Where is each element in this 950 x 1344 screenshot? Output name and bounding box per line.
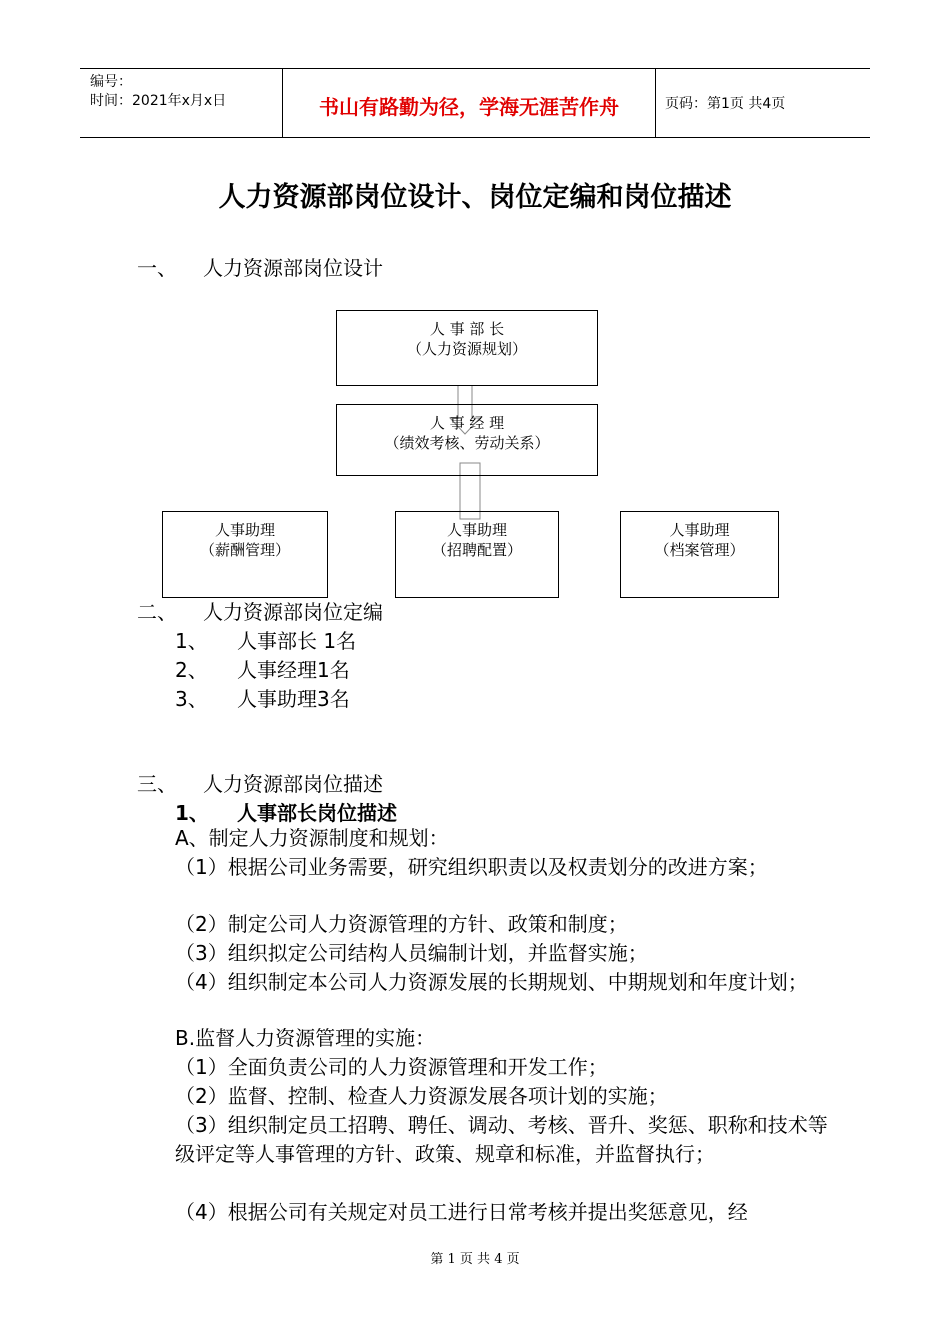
org-box-role: （档案管理）	[654, 541, 745, 559]
list-item-text: 人事助理3名	[237, 687, 350, 711]
list-item	[175, 625, 356, 654]
list-item	[175, 654, 350, 683]
paragraph-line: （1）全面负责公司的人力资源管理和开发工作；	[175, 1055, 608, 1079]
section-title: 人力资源部岗位描述	[203, 772, 383, 796]
org-box-manager	[336, 404, 598, 476]
org-box-role: （薪酬管理）	[199, 541, 290, 559]
section-number: 三、	[137, 772, 177, 796]
list-item-text: 人事经理1名	[237, 658, 350, 682]
org-box-role: （招聘配置）	[431, 541, 522, 559]
list-item-number: 3、	[175, 687, 208, 711]
section-heading-2	[137, 596, 383, 625]
org-box-role: （绩效考核、劳动关系）	[384, 434, 550, 452]
list-item-number: 1、	[175, 629, 208, 653]
section-title: 人力资源部岗位定编	[203, 600, 383, 624]
section-heading-3	[137, 768, 383, 797]
header-page-label: 页码：第1页 共4页	[665, 96, 786, 112]
subsection-heading	[175, 797, 397, 826]
org-box-assistant-archive	[620, 511, 779, 598]
paragraph-line: （2）制定公司人力资源管理的方针、政策和制度；	[175, 912, 628, 936]
subsection-number: 1、	[175, 801, 209, 825]
page-title: 人力资源部岗位设计、岗位定编和岗位描述	[218, 182, 732, 213]
section-number: 一、	[137, 256, 177, 280]
list-item-text: 人事部长 1名	[237, 629, 357, 653]
doc-number-label: 编号：	[90, 74, 132, 90]
paragraph-line: B.监督人力资源管理的实施：	[175, 1026, 436, 1050]
paragraph-line: A、制定人力资源制度和规划：	[175, 826, 449, 850]
org-box-head	[336, 310, 598, 386]
section-title: 人力资源部岗位设计	[203, 256, 383, 280]
page-footer: 第 1 页 共 4 页	[430, 1252, 520, 1267]
header-motto: 书山有路勤为径，学海无涯苦作舟	[319, 95, 619, 119]
paragraph-line: （3）组织拟定公司结构人员编制计划，并监督实施；	[175, 941, 648, 965]
paragraph-line: （4）根据公司有关规定对员工进行日常考核并提出奖惩意见，经	[175, 1200, 748, 1224]
paragraph-line: （2）监督、控制、检查人力资源发展各项计划的实施；	[175, 1084, 668, 1108]
list-item-number: 2、	[175, 658, 208, 682]
section-number: 二、	[137, 600, 177, 624]
doc-time-label: 时间：2021年x月x日	[90, 93, 227, 109]
subsection-title: 人事部长岗位描述	[237, 801, 397, 825]
org-box-name: 人事助理	[446, 521, 507, 539]
org-box-name: 人 事 经 理	[429, 414, 505, 432]
paragraph-line: （4）组织制定本公司人力资源发展的长期规划、中期规划和年度计划；	[175, 970, 808, 994]
org-box-name: 人事助理	[214, 521, 275, 539]
org-box-role: （人力资源规划）	[406, 340, 527, 358]
list-item	[175, 683, 350, 712]
org-box-name: 人 事 部 长	[429, 320, 505, 338]
org-box-assistant-salary	[162, 511, 328, 598]
org-box-assistant-recruit	[395, 511, 559, 598]
org-box-name: 人事助理	[669, 521, 730, 539]
paragraph-line: （1）根据公司业务需要，研究组织职责以及权责划分的改进方案；	[175, 855, 768, 879]
paragraph-line: （3）组织制定员工招聘、聘任、调动、考核、晋升、奖惩、职称和技术等级评定等人事管理的方针、政策、规章和标准，并监督执行；	[175, 1113, 828, 1166]
